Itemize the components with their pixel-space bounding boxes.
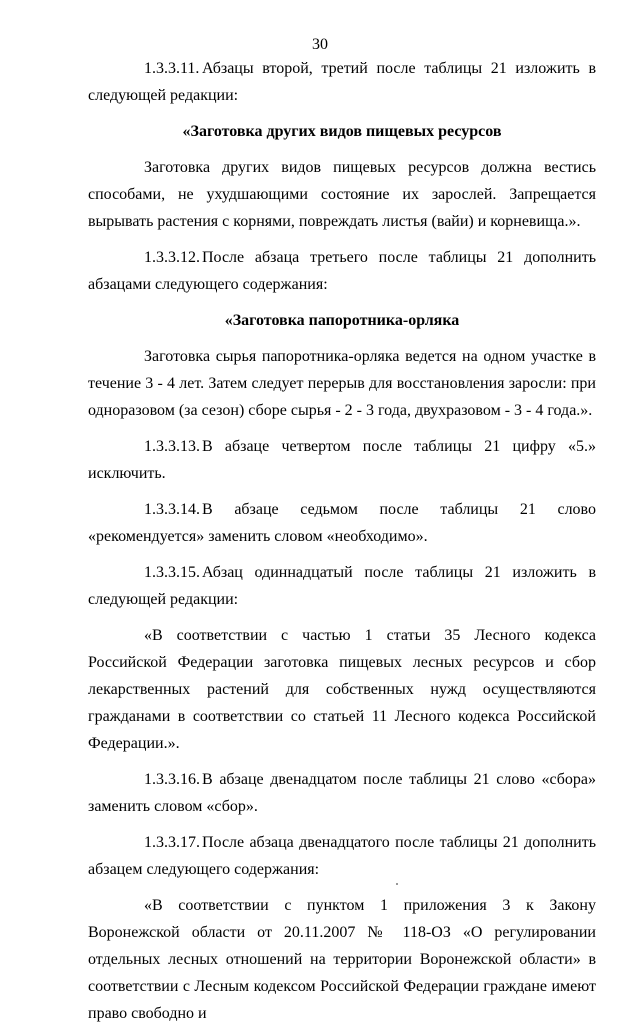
paragraph-1-3-3-15: [88, 559, 596, 613]
clause-number: 1.3.3.14.: [144, 501, 200, 518]
paragraph-1-3-3-14: [88, 496, 596, 550]
clause-text: В абзаце двенадцатом после таблицы 21 слово «сбора» заменить словом «сбор».: [88, 771, 596, 815]
paragraph-1-3-3-17: [88, 829, 596, 883]
clause-text: Абзац одиннадцатый после таблицы 21 изложить в следующей редакции:: [88, 564, 596, 608]
paragraph: Заготовка других видов пищевых ресурсов должна вестись способами, не ухудшающими состояние их зарослей. Запрещается вырывать растения с корнями, повреждать листья (вайи) и корневища.».: [88, 159, 596, 230]
document-body: [88, 55, 596, 1036]
paragraph-1-3-3-13: [88, 433, 596, 487]
clause-number: 1.3.3.11.: [144, 60, 200, 77]
clause-number: 1.3.3.17.: [144, 834, 200, 851]
paragraph-1-3-3-12: [88, 244, 596, 298]
page-number: 30: [312, 36, 328, 53]
section-heading: «Заготовка других видов пищевых ресурсов: [182, 123, 502, 140]
clause-text: В абзаце четвертом после таблицы 21 цифру «5.» исключить.: [88, 438, 596, 482]
clause-number: 1.3.3.16.: [144, 771, 200, 788]
scan-speck: [396, 883, 398, 885]
clause-text: После абзаца третьего после таблицы 21 дополнить абзацами следующего содержания:: [88, 249, 596, 293]
paragraph: «В соответствии с пунктом 1 приложения 3 к Закону Воронежской области от 20.11.2007 № 118-ОЗ «О регулировании отдельных лесных отношений на территории Воронежской области» в соответствии с Лесным кодексом Российской Федерации граждане имеют право свободно и: [88, 897, 596, 1022]
clause-number: 1.3.3.13.: [144, 438, 200, 455]
clause-text: Абзацы второй, третий после таблицы 21 изложить в следующей редакции:: [88, 60, 596, 104]
paragraph-1-3-3-16: [88, 766, 596, 820]
clause-text: После абзаца двенадцатого после таблицы 21 дополнить абзацем следующего содержания:: [88, 834, 596, 878]
paragraph: Заготовка сырья папоротника-орляка ведется на одном участке в течение 3 - 4 лет. Затем следует перерыв для восстановления заросли: при одноразовом (за сезон) сборе сырья - 2 - 3 года, двухразовом - 3 - 4 года.».: [88, 348, 596, 419]
clause-number: 1.3.3.12.: [144, 249, 200, 266]
clause-number: 1.3.3.15.: [144, 564, 200, 581]
section-heading: «Заготовка папоротника-орляка: [224, 312, 460, 329]
paragraph-1-3-3-11: [88, 55, 596, 109]
clause-text: В абзаце седьмом после таблицы 21 слово «рекомендуется» заменить словом «необходимо».: [88, 501, 596, 545]
paragraph: «В соответствии с частью 1 статьи 35 Лесного кодекса Российской Федерации заготовка пищевых лесных ресурсов и сбор лекарственных растений для собственных нужд осуществляются гражданами в соответствии со статьей 11 Лесного кодекса Российской Федерации.».: [88, 627, 596, 752]
